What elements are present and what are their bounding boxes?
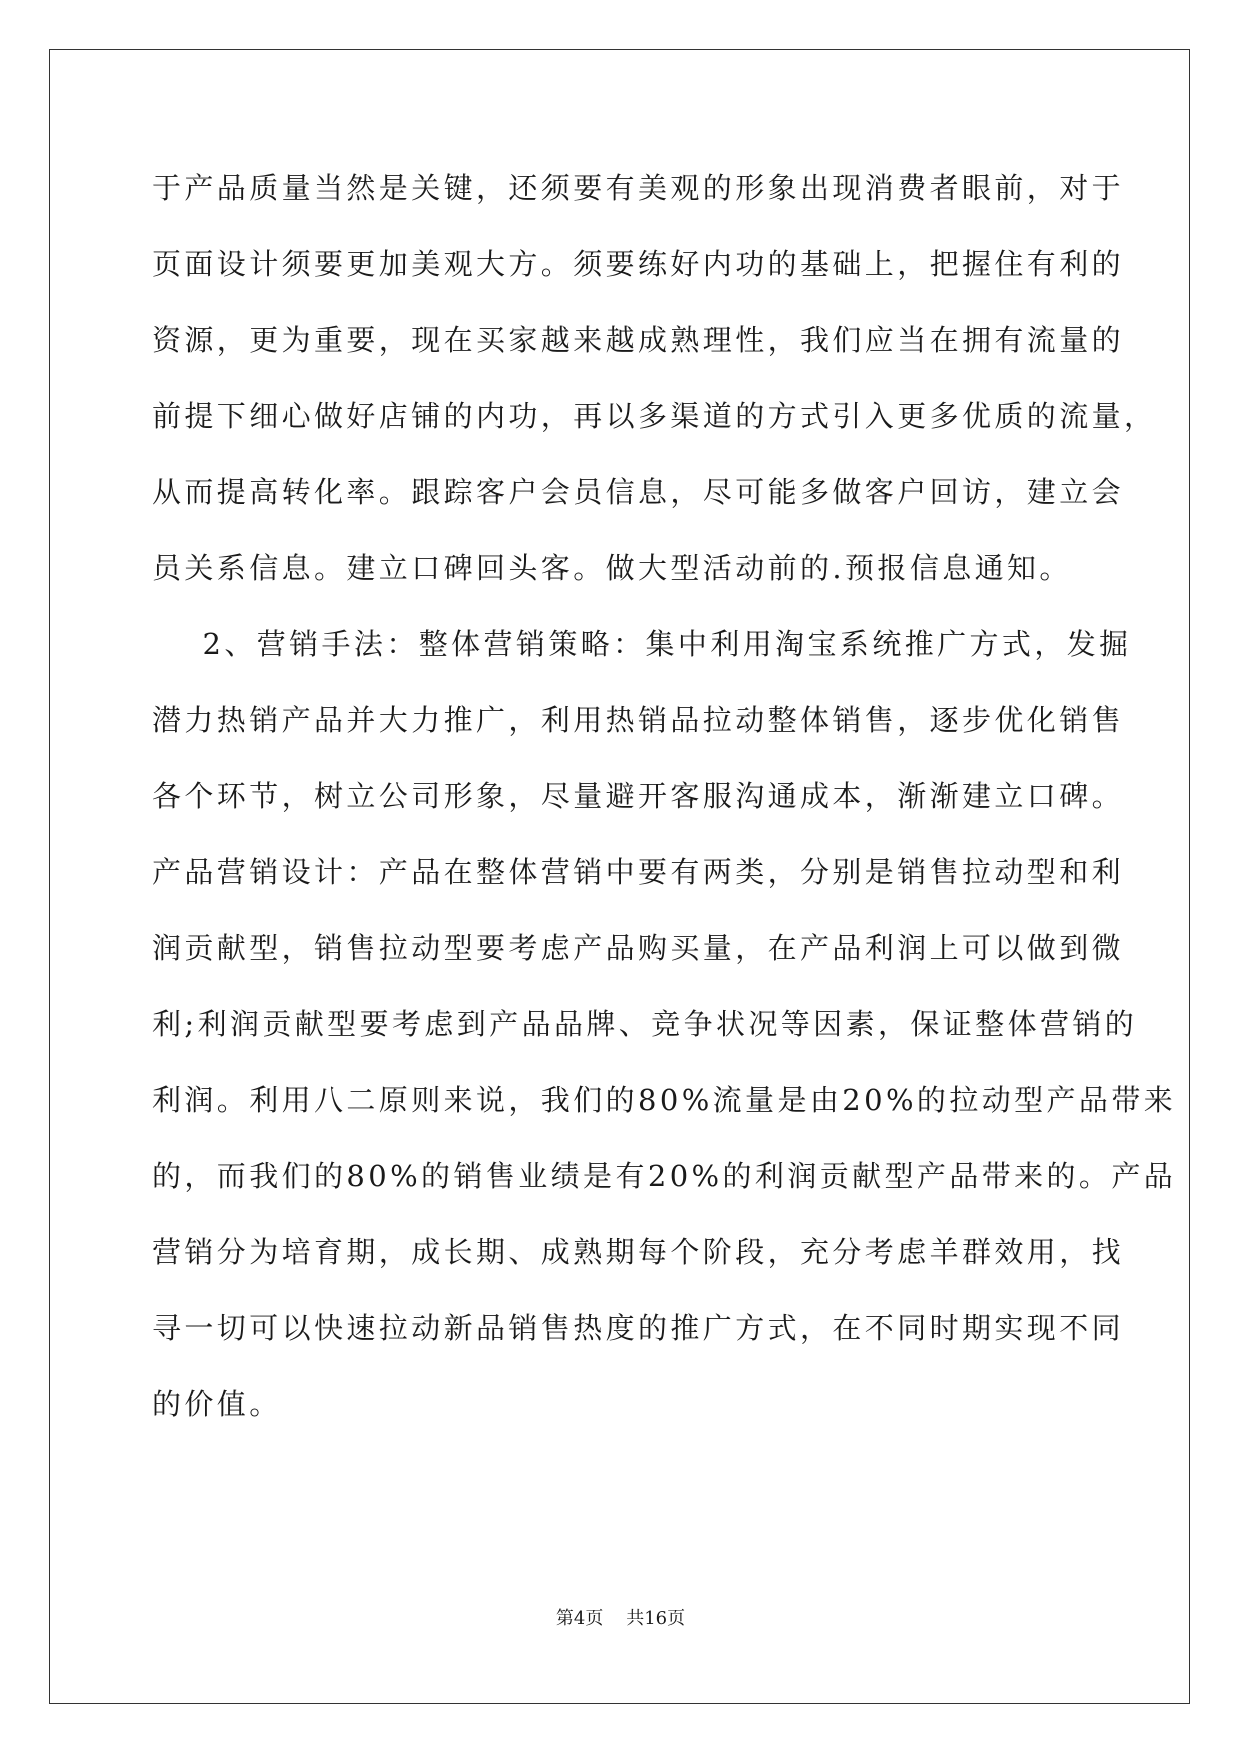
text-line: 利;利润贡献型要考虑到产品品牌、竞争状况等因素，保证整体营销的 <box>152 1007 1138 1041</box>
text-line: 产品营销设计：产品在整体营销中要有两类，分别是销售拉动型和利 <box>152 855 1125 889</box>
text-line: 从而提高转化率。跟踪客户会员信息，尽可能多做客户回访，建立会 <box>152 475 1125 509</box>
text-line: 2、营销手法：整体营销策略：集中利用淘宝系统推广方式，发掘 <box>152 627 1132 661</box>
text-line: 资源，更为重要，现在买家越来越成熟理性，我们应当在拥有流量的 <box>152 323 1125 357</box>
text-line: 的，而我们的80%的销售业绩是有20%的利润贡献型产品带来的。产品 <box>152 1159 1177 1193</box>
document-body <box>152 150 1177 1442</box>
text-line: 前提下细心做好店铺的内功，再以多渠道的方式引入更多优质的流量， <box>152 399 1157 433</box>
text-line: 寻一切可以快速拉动新品销售热度的推广方式，在不同时期实现不同 <box>152 1311 1125 1345</box>
text-line: 营销分为培育期，成长期、成熟期每个阶段，充分考虑羊群效用，找 <box>152 1235 1125 1269</box>
text-line: 员关系信息。建立口碑回头客。做大型活动前的.预报信息通知。 <box>152 551 1072 585</box>
text-line: 潜力热销产品并大力推广，利用热销品拉动整体销售，逐步优化销售 <box>152 703 1125 737</box>
text-line: 润贡献型，销售拉动型要考虑产品购买量，在产品利润上可以做到微 <box>152 931 1125 965</box>
page-number-footer: 第4页 共16页 <box>555 1608 686 1629</box>
text-line: 页面设计须要更加美观大方。须要练好内功的基础上，把握住有利的 <box>152 247 1125 281</box>
text-line: 的价值。 <box>152 1387 282 1421</box>
text-line: 利润。利用八二原则来说，我们的80%流量是由20%的拉动型产品带来 <box>152 1083 1177 1117</box>
text-line: 于产品质量当然是关键，还须要有美观的形象出现消费者眼前，对于 <box>152 171 1125 205</box>
text-line: 各个环节，树立公司形象，尽量避开客服沟通成本，渐渐建立口碑。 <box>152 779 1125 813</box>
